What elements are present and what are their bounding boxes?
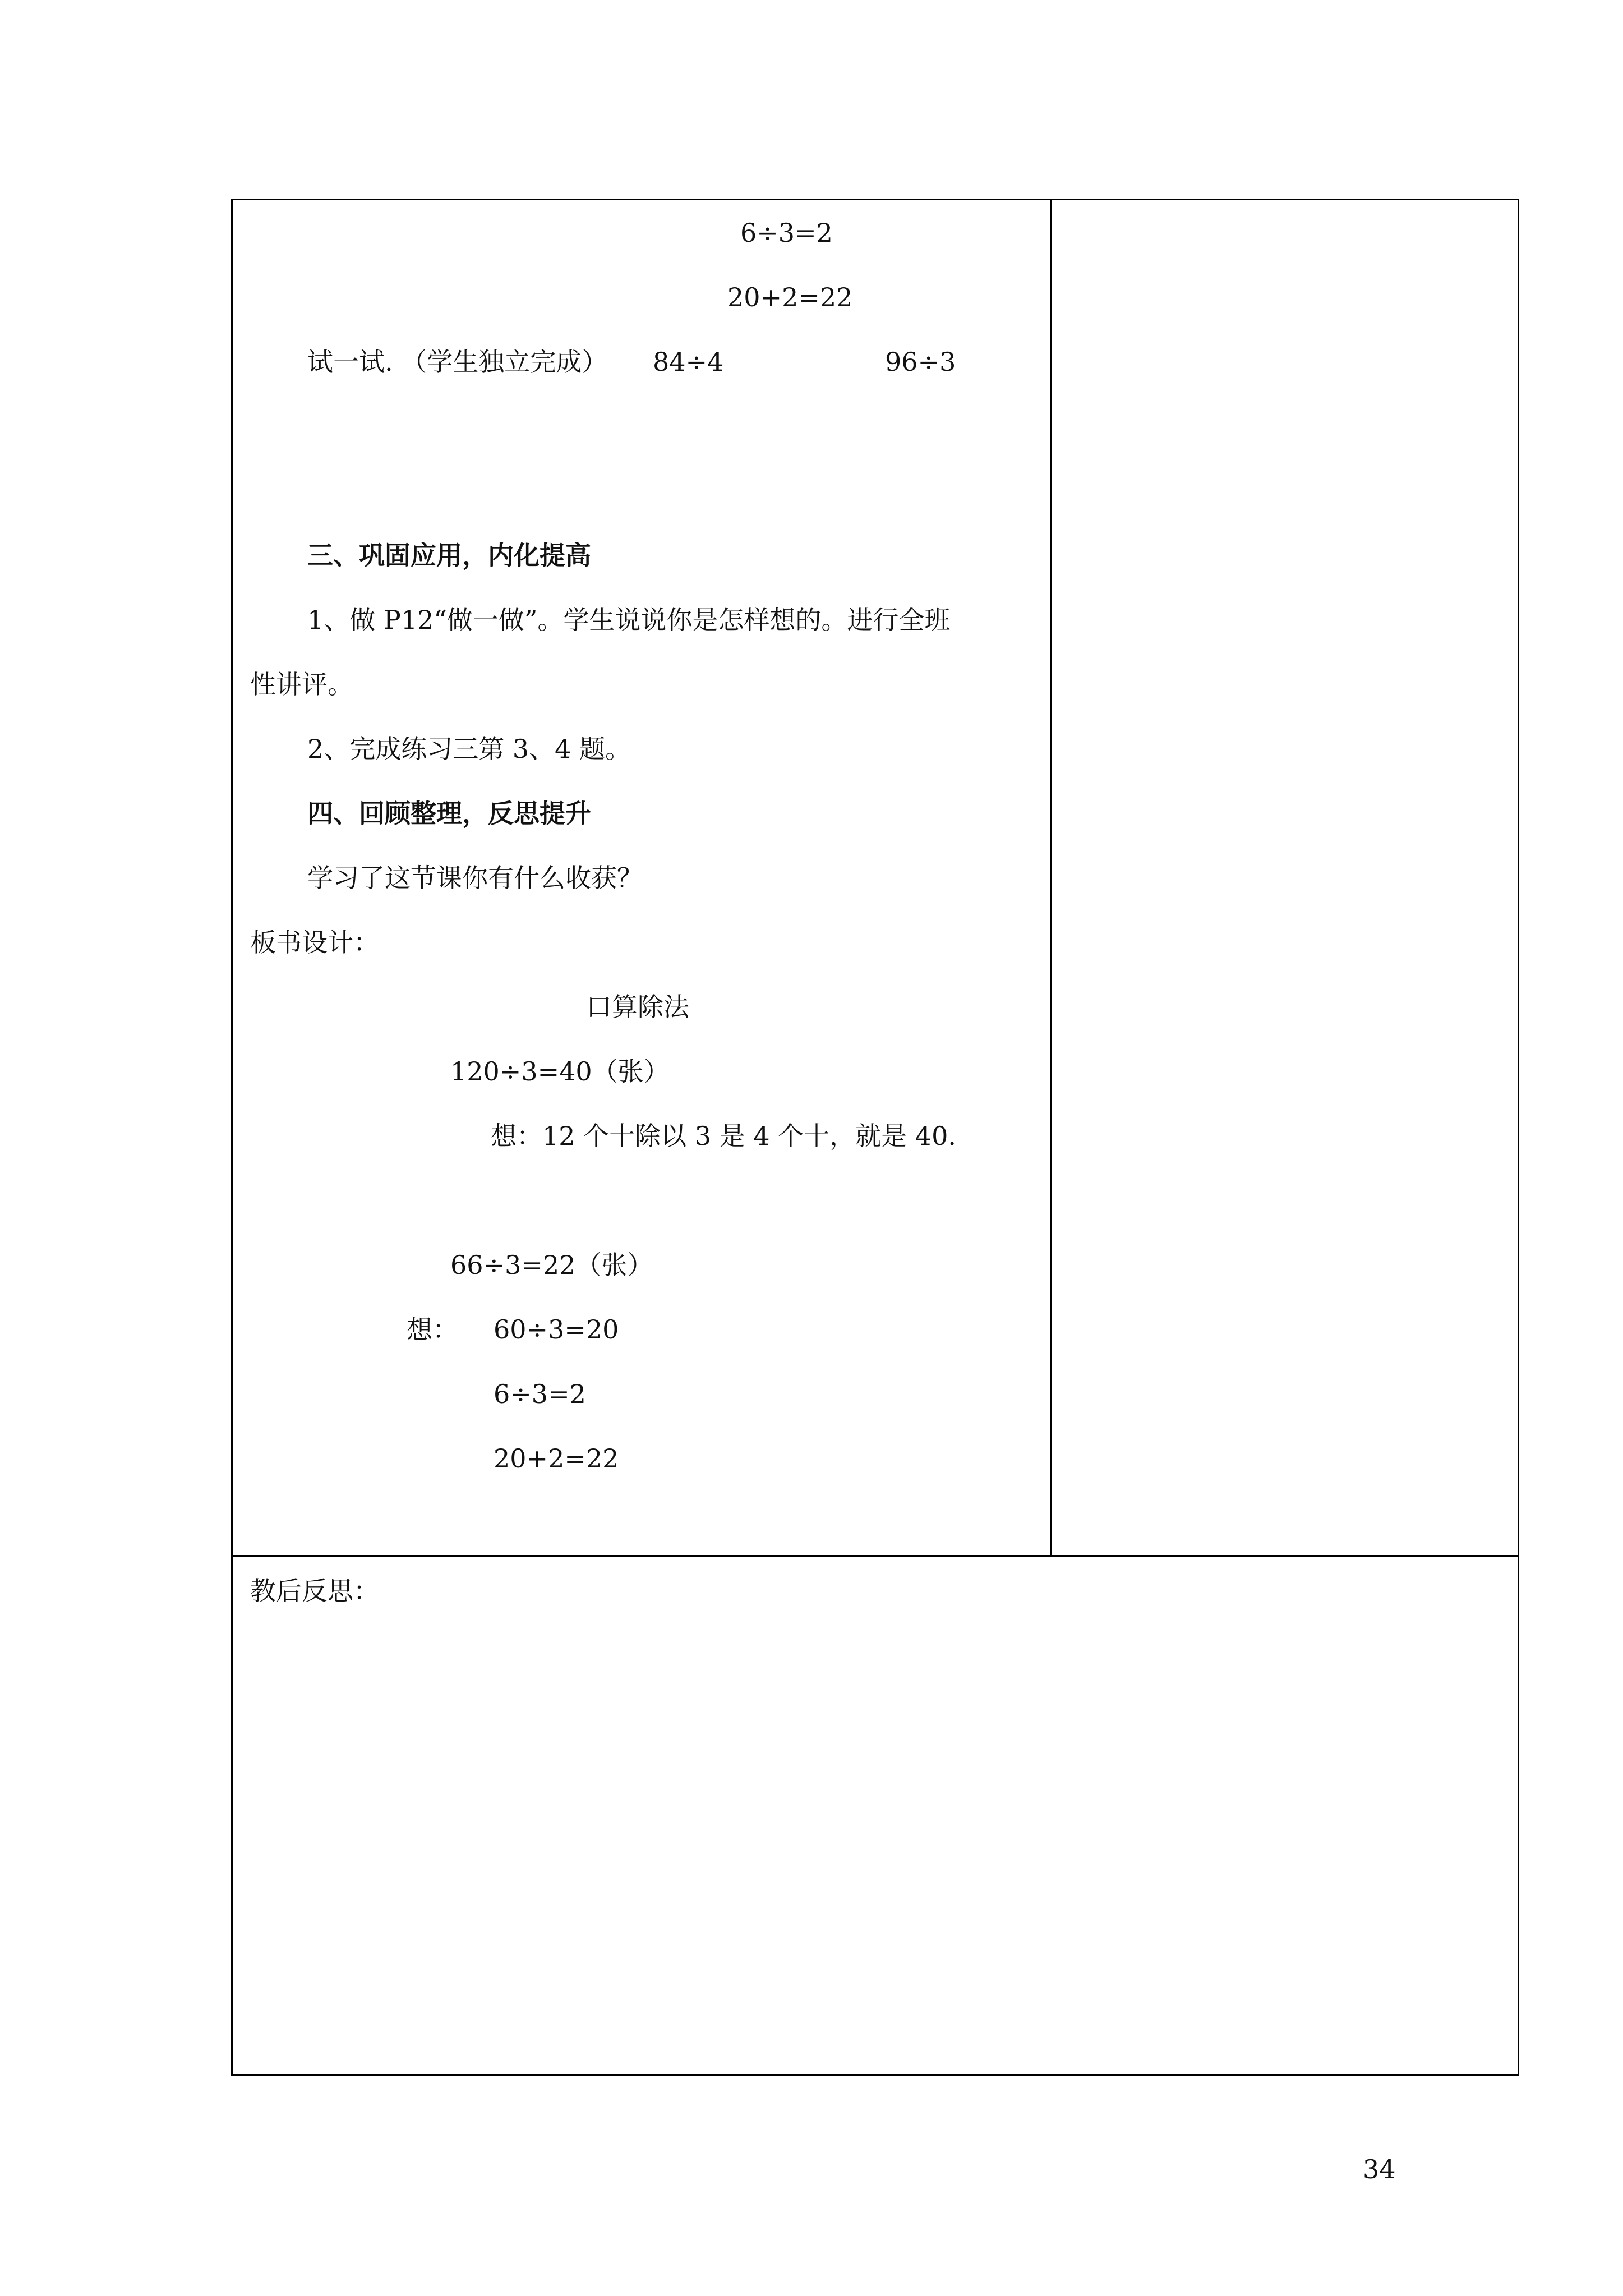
board-step: 20+2=22 [494,1443,619,1474]
section-heading: 三、巩固应用，内化提高 [307,540,591,570]
try-question-1: 84÷4 [653,347,724,377]
board-explanation: 想：12 个十除以 3 是 4 个十，就是 40. [491,1121,956,1151]
board-title: 口算除法 [586,992,689,1022]
board-equation: 120÷3=40（张） [450,1056,670,1087]
reflection-label: 教后反思： [250,1576,379,1606]
board-think-label: 想： [407,1314,458,1345]
paragraph-line: 学习了这节课你有什么收获？ [307,863,643,893]
board-design-label: 板书设计： [250,927,379,958]
page-number: 34 [1363,2154,1396,2184]
board-step: 60÷3=20 [494,1314,619,1345]
try-question-2: 96÷3 [885,347,956,377]
board-step: 6÷3=2 [494,1379,586,1409]
table-middle-border [231,1555,1519,1557]
table-bottom-border [231,2074,1519,2076]
table-right-border [1518,199,1519,2076]
table-column-divider [1050,199,1052,1557]
board-equation: 66÷3=22（张） [450,1250,653,1280]
equation-line: 6÷3=2 [740,218,833,248]
try-label: 试一试. （学生独立完成） [307,347,608,377]
paragraph-line: 2、完成练习三第 3、4 题。 [307,734,631,764]
table-left-border [231,199,233,2076]
section-heading: 四、回顾整理，反思提升 [307,798,591,829]
table-top-border [231,199,1519,200]
paragraph-line: 性讲评。 [250,669,353,700]
equation-line: 20+2=22 [727,282,853,312]
paragraph-line: 1、做 P12“做一做”。学生说说你是怎样想的。进行全班 [307,605,951,635]
